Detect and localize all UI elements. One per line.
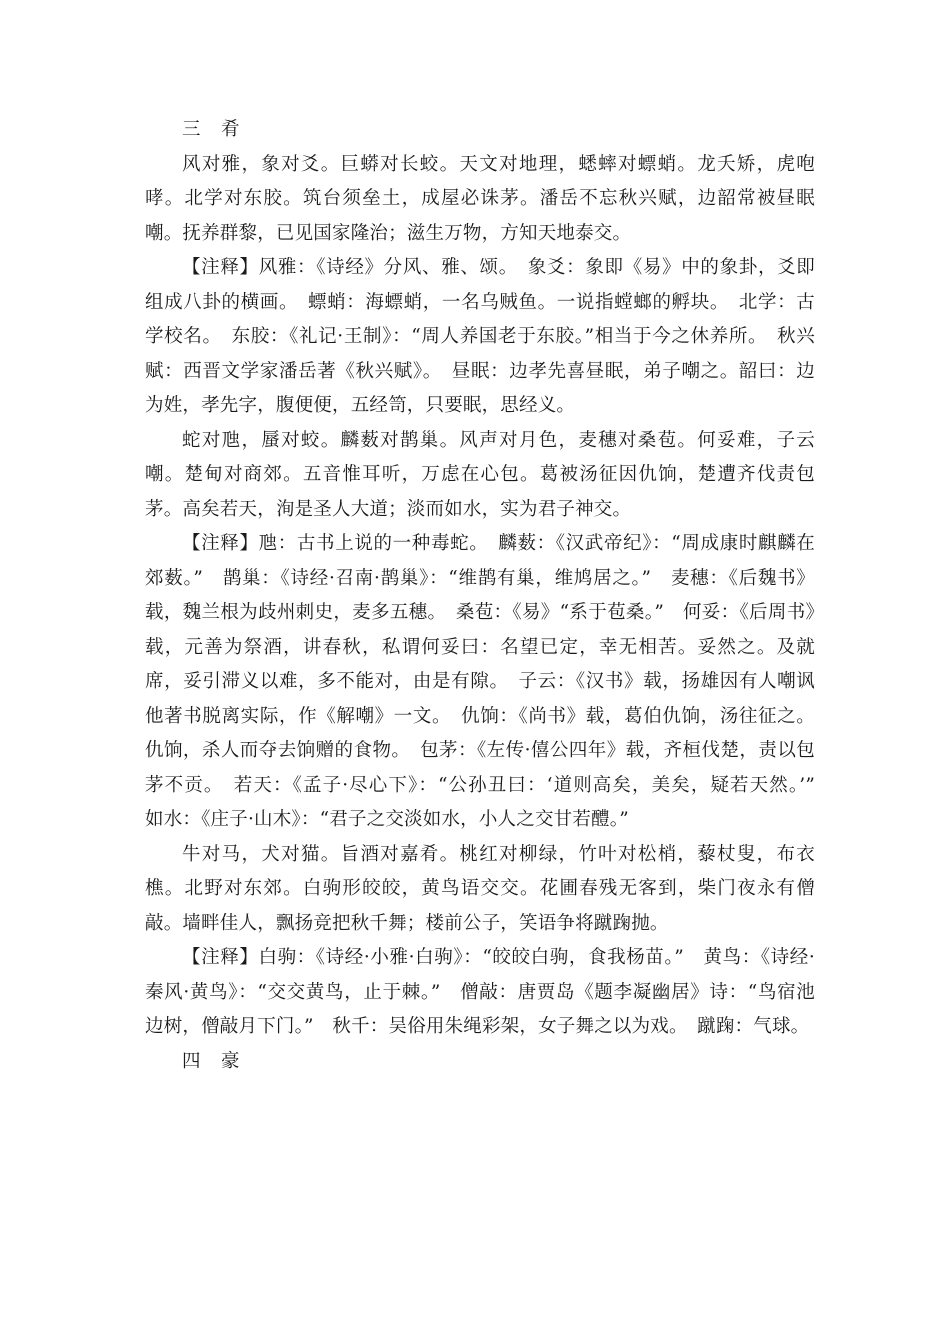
verse-paragraph-1: 风对雅，象对爻。巨蟒对长蛟。天文对地理，蟋蟀对螵蛸。龙夭矫，虎咆哮。北学对东胶。筑台须垒土，成屋必诛茅。潘岳不忘秋兴赋，边韶常被昼眠嘲。抚养群黎，已见国家隆治；滋生万物，方知天地泰交。 — [145, 153, 815, 244]
heading-number: 三 — [182, 119, 201, 140]
document-page — [145, 113, 834, 1079]
annotation-paragraph-2: 【注释】虺：古书上说的一种毒蛇。 麟薮：《汉武帝纪》：“周成康时麒麟在郊薮。” 鹊巢：《诗经·召南·鹊巢》：“维鹊有巢，维鸠居之。” 麦穗：《后魏书》载，魏兰根为歧州刺史，麦多五穗。 桑苞：《易》“系于苞桑。” 何妥：《后周书》载，元善为祭酒，讲春秋，私谓何妥曰：名望已定，幸无相苦。妥然之。及就席，妥引滞义以难，多不能对，由是有隙。 子云：《汉书》载，扬雄因有人嘲讽他著书脱离实际，作《解嘲》一文。 仇饷：《尚书》载，葛伯仇饷，汤往征之。仇饷，杀人而夺去饷赠的食物。 包茅：《左传·僖公四年》载，齐桓伐楚，责以包茅不贡。 若天：《孟子·尽心下》：“公孙丑曰：‘道则高矣，美矣，疑若天然。’” 如水：《庄子·山木》：“君子之交淡如水，小人之交甘若醴。” — [145, 533, 834, 830]
annotation-paragraph-3: 【注释】白驹：《诗经·小雅·白驹》：“皎皎白驹，食我杨苗。” 黄鸟：《诗经·秦风·黄鸟》：“交交黄鸟，止于棘。” 僧敲：唐贾岛《题李凝幽居》诗：“鸟宿池边树，僧敲月下门。” 秋千：吴俗用朱绳彩架，女子舞之以为戏。 蹴踘：气球。 — [145, 947, 815, 1037]
verse-paragraph-2: 蛇对虺，蜃对蛟。麟薮对鹊巢。风声对月色，麦穗对桑苞。何妥难，子云嘲。楚甸对商郊。五音惟耳听，万虑在心包。葛被汤征因仇饷，楚遭齐伐责包茅。高矣若天，洵是圣人大道；淡而如水，实为君子神交。 — [145, 429, 815, 520]
heading-word: 豪 — [221, 1050, 240, 1072]
section-heading-4 — [145, 1045, 815, 1080]
verse-paragraph-3: 牛对马，犬对猫。旨酒对嘉肴。桃红对柳绿，竹叶对松梢，藜杖叟，布衣樵。北野对东郊。白驹形皎皎，黄鸟语交交。花圃春残无客到，柴门夜永有僧敲。墙畔佳人，飘扬竞把秋千舞；楼前公子，笑语争将蹴踘抛。 — [145, 843, 815, 934]
section-heading-3 — [145, 113, 815, 148]
annotation-paragraph-1: 【注释】风雅：《诗经》分风、雅、颂。 象爻：象即《易》中的象卦，爻即组成八卦的横画。 螵蛸：海螵蛸，一名乌贼鱼。一说指螳螂的孵块。 北学：古学校名。 东胶：《礼记·王制》：“周人养国老于东胶。”相当于今之休养所。 秋兴赋：西晋文学家潘岳著《秋兴赋》。 昼眠：边孝先喜昼眠，弟子嘲之。韶曰：边为姓，孝先字，腹便便，五经笥，只要眠，思经义。 — [145, 257, 815, 416]
heading-number: 四 — [182, 1050, 201, 1072]
heading-word: 肴 — [221, 119, 240, 140]
